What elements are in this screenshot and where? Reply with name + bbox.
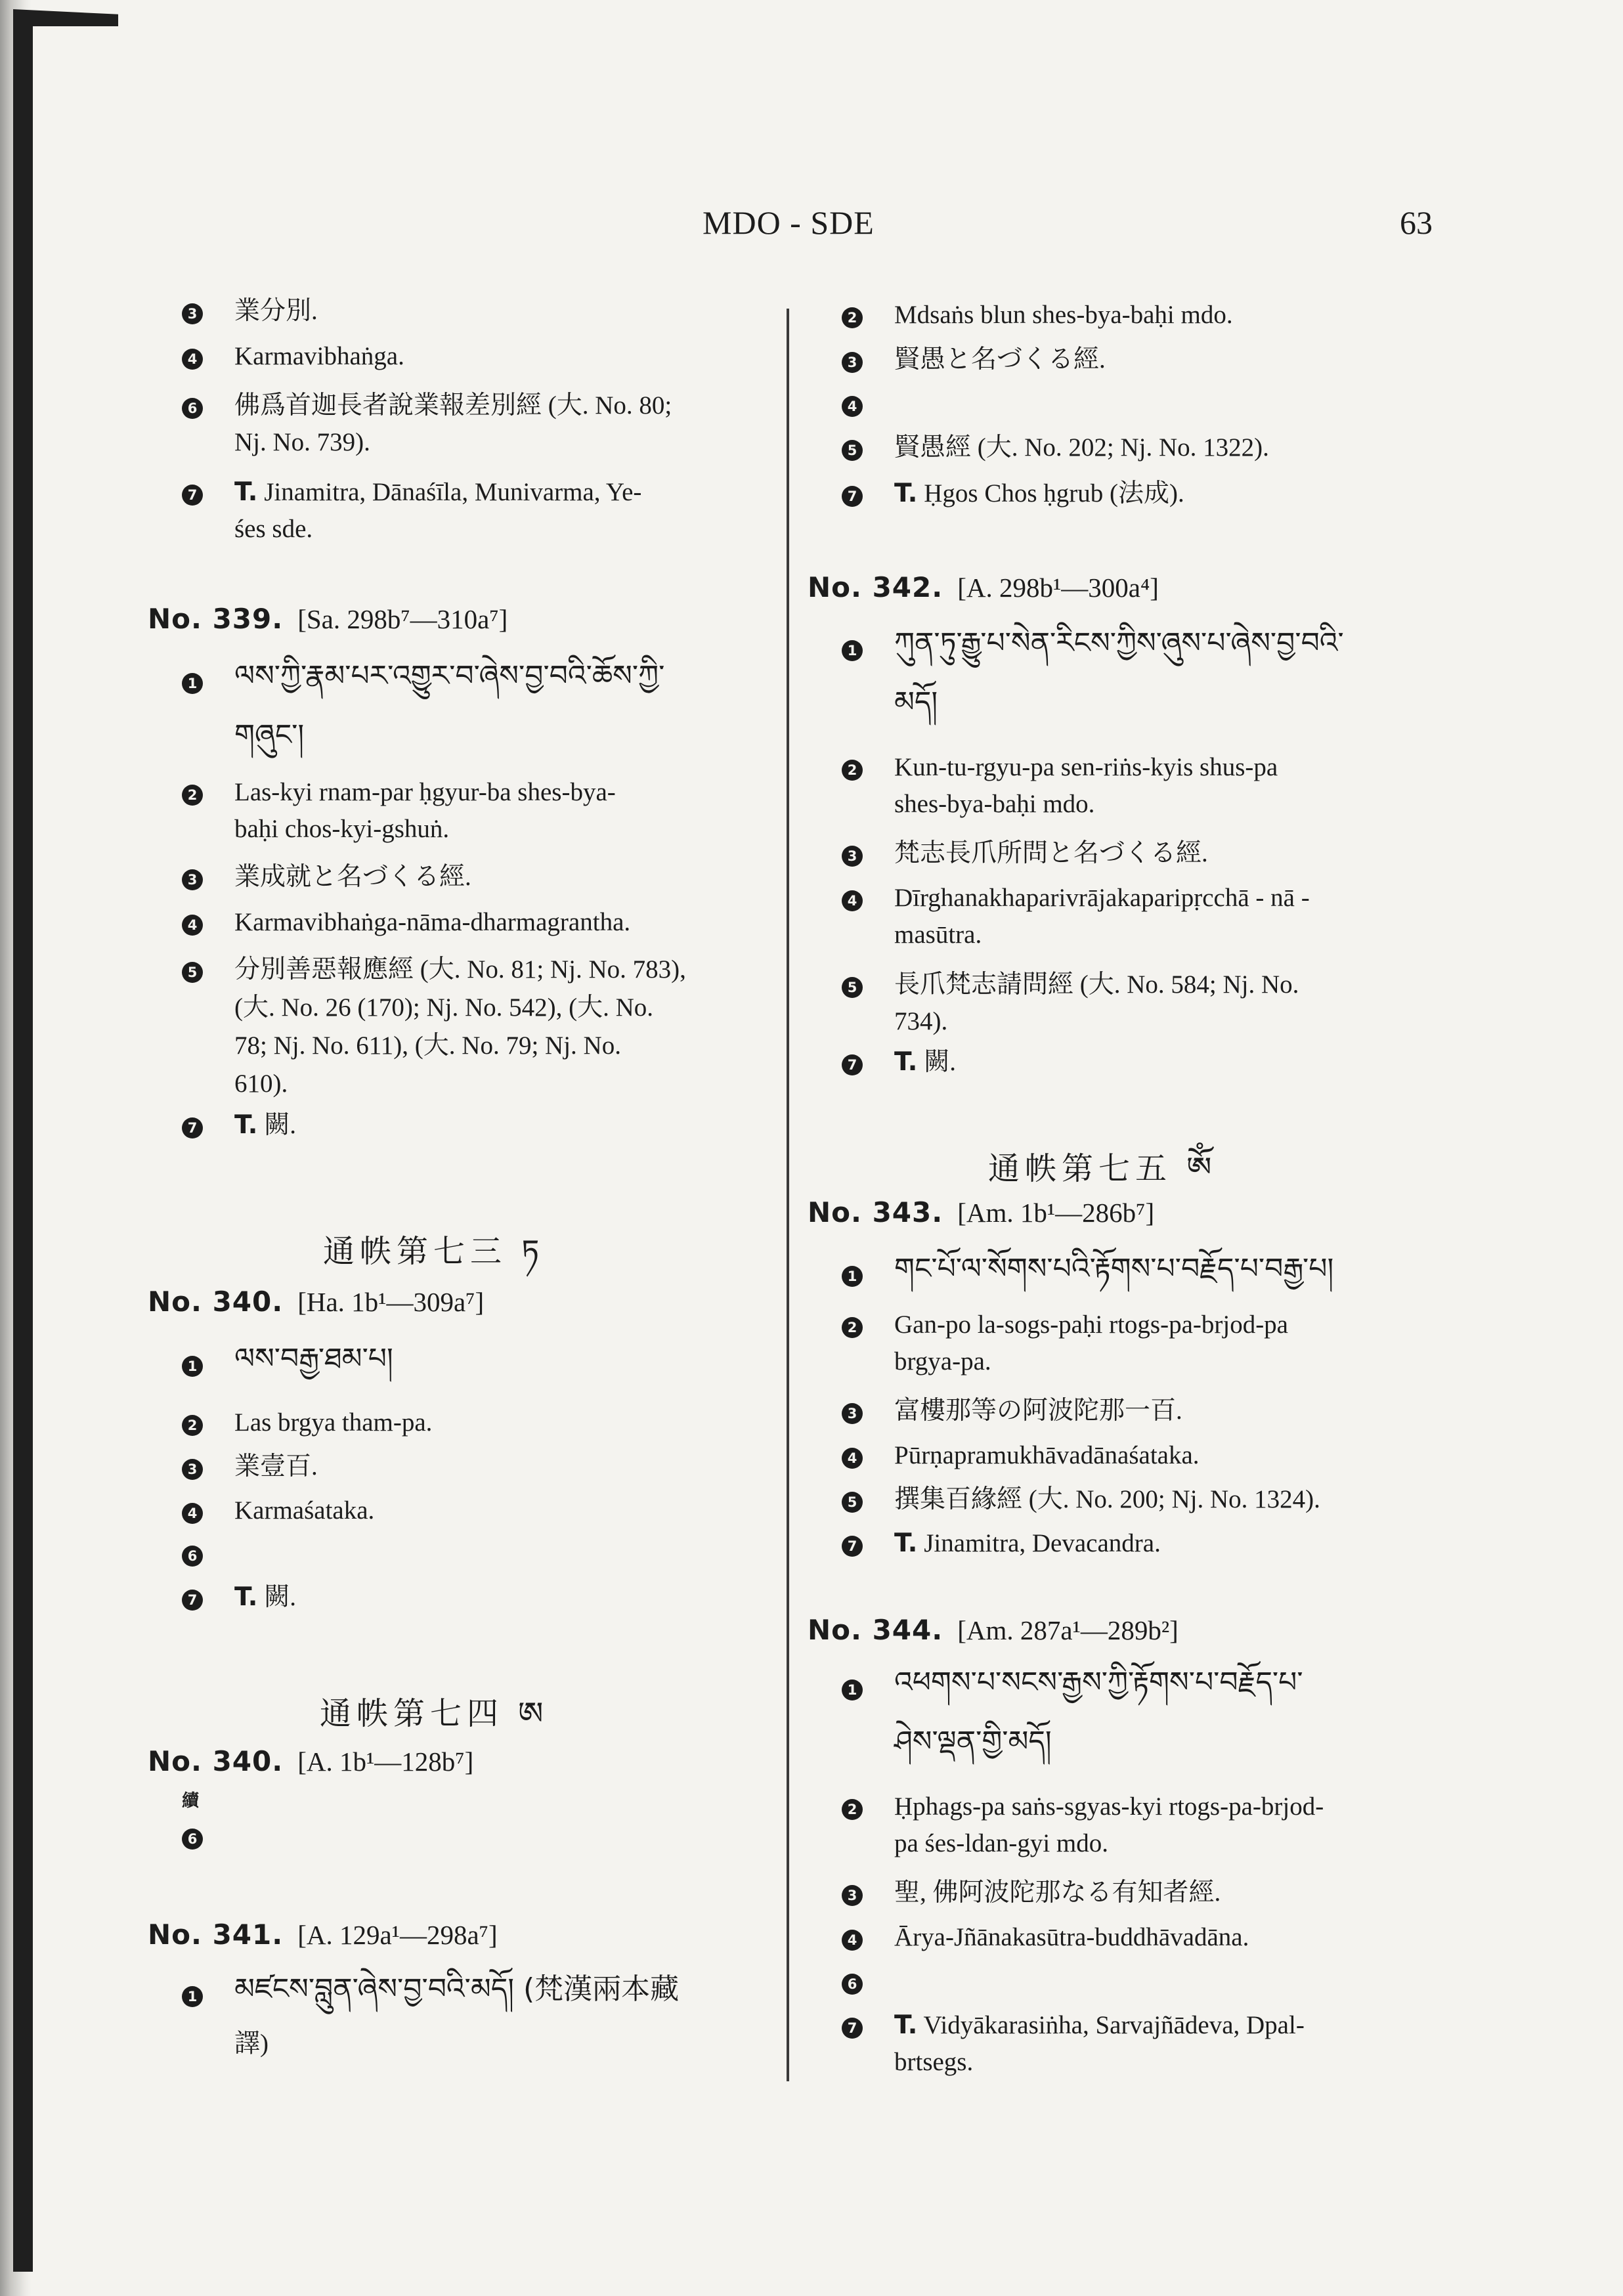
continued-mark: 續 — [182, 1791, 200, 1810]
entry-text: 賢愚と名づくる經. — [894, 345, 1106, 374]
entry-heading: No. 340. [Ha. 1b¹—309a⁷] — [148, 1286, 485, 1318]
item-number: 4 — [182, 1503, 203, 1524]
item-number: 1 — [842, 1679, 863, 1700]
item-number: 2 — [182, 785, 203, 806]
section-heading: 通帙第七四 ཨ — [320, 1695, 549, 1732]
item-number: 2 — [842, 307, 863, 328]
entry-text: Karmavibhaṅga-nāma-dharmagrantha. — [234, 908, 631, 936]
item-number: 6 — [182, 1829, 203, 1850]
item-number: 6 — [182, 1546, 203, 1567]
entry-text: Nj. No. 739). — [234, 428, 370, 456]
item-number: 7 — [842, 2018, 863, 2039]
entry-heading: No. 344. [Am. 287a¹—289b²] — [808, 1614, 1179, 1646]
entry-text: 譯) — [234, 2029, 269, 2058]
entry-text: 撰集百緣經 (大. No. 200; Nj. No. 1324). — [894, 1485, 1320, 1513]
entry-text: masūtra. — [894, 921, 982, 949]
item-number: 4 — [182, 349, 203, 370]
item-number: 7 — [842, 486, 863, 507]
entry-text: T. Jinamitra, Dānaśīla, Munivarma, Ye- — [234, 477, 642, 507]
binding-bar — [13, 13, 33, 2272]
entry-text: 業壹百. — [234, 1452, 318, 1481]
entry-text: Karmavibhaṅga. — [234, 342, 404, 370]
entry-heading: No. 342. [A. 298b¹—300a⁴] — [808, 571, 1159, 603]
entry-text: 734). — [894, 1007, 948, 1035]
item-number: 2 — [842, 1799, 863, 1820]
entry-text: Dīrghanakhaparivrājakaparipṛcchā - nā - — [894, 884, 1310, 912]
item-number: 4 — [182, 915, 203, 936]
entry-text: 梵志長爪所問と名づくる經. — [894, 839, 1208, 867]
item-number: 3 — [182, 869, 203, 890]
tibetan-title: མཛངས་བླུན་ཞེས་བྱ་བའི་མདོ། (梵漢兩本藏 — [234, 1972, 680, 2006]
item-number: 3 — [842, 846, 863, 867]
entry-text: 分別善惡報應經 (大. No. 81; Nj. No. 783), — [234, 955, 686, 984]
entry-text: 78; Nj. No. 611), (大. No. 79; Nj. No. — [234, 1031, 621, 1060]
item-number: 3 — [842, 1885, 863, 1906]
entry-text: T. 闕. — [234, 1110, 297, 1140]
entry-text: T. Jinamitra, Devacandra. — [894, 1528, 1161, 1558]
item-number: 1 — [842, 640, 863, 661]
running-head: MDO - SDE — [703, 204, 875, 241]
entry-text: pa śes-ldan-gyi mdo. — [894, 1829, 1109, 1857]
item-number: 6 — [842, 1974, 863, 1995]
entry-heading: No. 340. [A. 1b¹—128b⁷] — [148, 1745, 474, 1777]
item-number: 4 — [842, 396, 863, 417]
item-number: 5 — [842, 1492, 863, 1513]
item-number: 3 — [842, 352, 863, 373]
tibetan-title: གང་པོ་ལ་སོགས་པའི་རྟོགས་པ་བརྗོད་པ་བརྒྱ་པ། — [894, 1252, 1334, 1286]
item-number: 2 — [842, 1317, 863, 1338]
tibetan-title: འཕགས་པ་སངས་རྒྱས་ཀྱི་རྟོགས་པ་བརྗོད་པ་ — [894, 1666, 1303, 1699]
item-number: 5 — [842, 440, 863, 461]
entry-text: brgya-pa. — [894, 1347, 991, 1375]
entry-text: T. Vidyākarasiṅha, Sarvajñādeva, Dpal- — [894, 2010, 1305, 2040]
tibetan-title: ཀུན་ཏུ་རྒྱུ་པ་སེན་རིངས་ཀྱིས་ཞུས་པ་ཞེས་བྱ་བའི་ — [894, 626, 1344, 660]
item-number: 1 — [182, 673, 203, 694]
entry-text: Las brgya tham-pa. — [234, 1408, 433, 1437]
entry-text: 長爪梵志請問經 (大. No. 584; Nj. No. — [894, 970, 1299, 999]
entry-text: 聖, 佛阿波陀那なる有知者經. — [894, 1878, 1221, 1907]
entry-text: Kun-tu-rgyu-pa sen-riṅs-kyis shus-pa — [894, 753, 1278, 781]
item-number: 4 — [842, 1930, 863, 1951]
item-number: 4 — [842, 890, 863, 911]
item-number: 7 — [842, 1536, 863, 1557]
entry-text: śes sde. — [234, 515, 313, 543]
entry-text: Las-kyi rnam-par ḥgyur-ba shes-bya- — [234, 778, 616, 806]
entry-text: Mdsaṅs blun shes-bya-baḥi mdo. — [894, 301, 1233, 329]
item-number: 7 — [842, 1054, 863, 1075]
tibetan-title: ཤེས་ལྡན་གྱི་མདོ། — [894, 1725, 1052, 1758]
entry-text: Pūrṇapramukhāvadānaśataka. — [894, 1441, 1200, 1469]
section-heading: 通帙第七五 ཨོཾ — [988, 1150, 1217, 1187]
entry-text: brtsegs. — [894, 2048, 974, 2076]
item-number: 1 — [182, 1986, 203, 2007]
entry-text: 富樓那等の阿波陀那一百. — [894, 1397, 1182, 1425]
entry-text: T. 闕. — [894, 1047, 957, 1077]
page-number: 63 — [1400, 204, 1433, 241]
tibetan-title: གཞུང་། — [234, 718, 305, 752]
item-number: 7 — [182, 1590, 203, 1611]
item-number: 5 — [182, 962, 203, 983]
section-heading: 通帙第七三 ཏ — [323, 1233, 545, 1270]
item-number: 3 — [182, 303, 203, 324]
entry-text: T. Ḥgos Chos ḥgrub (法成). — [894, 479, 1184, 508]
entry-heading: No. 341. [A. 129a¹—298a⁷] — [148, 1918, 498, 1951]
entry-text: 610). — [234, 1070, 288, 1098]
entry-heading: No. 339. [Sa. 298b⁷—310a⁷] — [148, 603, 508, 635]
item-number: 7 — [182, 485, 203, 506]
item-number: 6 — [182, 398, 203, 419]
entry-text: (大. No. 26 (170); Nj. No. 542), (大. No. — [234, 993, 654, 1022]
item-number: 4 — [842, 1448, 863, 1469]
entry-text: 業成就と名づくる經. — [234, 863, 471, 891]
entry-heading: No. 343. [Am. 1b¹—286b⁷] — [808, 1196, 1155, 1228]
entry-text: 佛爲首迦長者說業報差別經 (大. No. 80; — [234, 391, 672, 420]
item-number: 1 — [842, 1266, 863, 1287]
tibetan-title: ལས་བརྒྱ་ཐམ་པ། — [234, 1342, 393, 1375]
entry-text: Karmaśataka. — [234, 1496, 375, 1525]
item-number: 2 — [182, 1415, 203, 1436]
entry-text: T. 闕. — [234, 1582, 297, 1612]
item-number: 2 — [842, 760, 863, 781]
item-number: 3 — [182, 1459, 203, 1480]
item-number: 1 — [182, 1356, 203, 1377]
tibetan-title: ལས་ཀྱི་རྣམ་པར་འགྱུར་བ་ཞེས་བྱ་བའི་ཆོས་ཀྱི་ — [234, 659, 665, 693]
entry-text: baḥi chos-kyi-gshuṅ. — [234, 815, 450, 843]
entry-text: 業分別. — [234, 297, 318, 325]
entry-text: Ārya-Jñānakasūtra-buddhāvadāna. — [894, 1923, 1249, 1951]
item-number: 5 — [842, 977, 863, 998]
entry-text: Ḥphags-pa saṅs-sgyas-kyi rtogs-pa-brjod- — [894, 1792, 1324, 1821]
item-number: 3 — [842, 1403, 863, 1424]
entry-text: shes-bya-baḥi mdo. — [894, 790, 1095, 818]
column-divider — [787, 309, 789, 2081]
binding-corner — [13, 9, 118, 26]
entry-text: 賢愚經 (大. No. 202; Nj. No. 1322). — [894, 433, 1269, 462]
entry-text: Gan-po la-sogs-paḥi rtogs-pa-brjod-pa — [894, 1310, 1288, 1339]
item-number: 7 — [182, 1117, 203, 1138]
tibetan-title: མདོ། — [894, 685, 938, 719]
